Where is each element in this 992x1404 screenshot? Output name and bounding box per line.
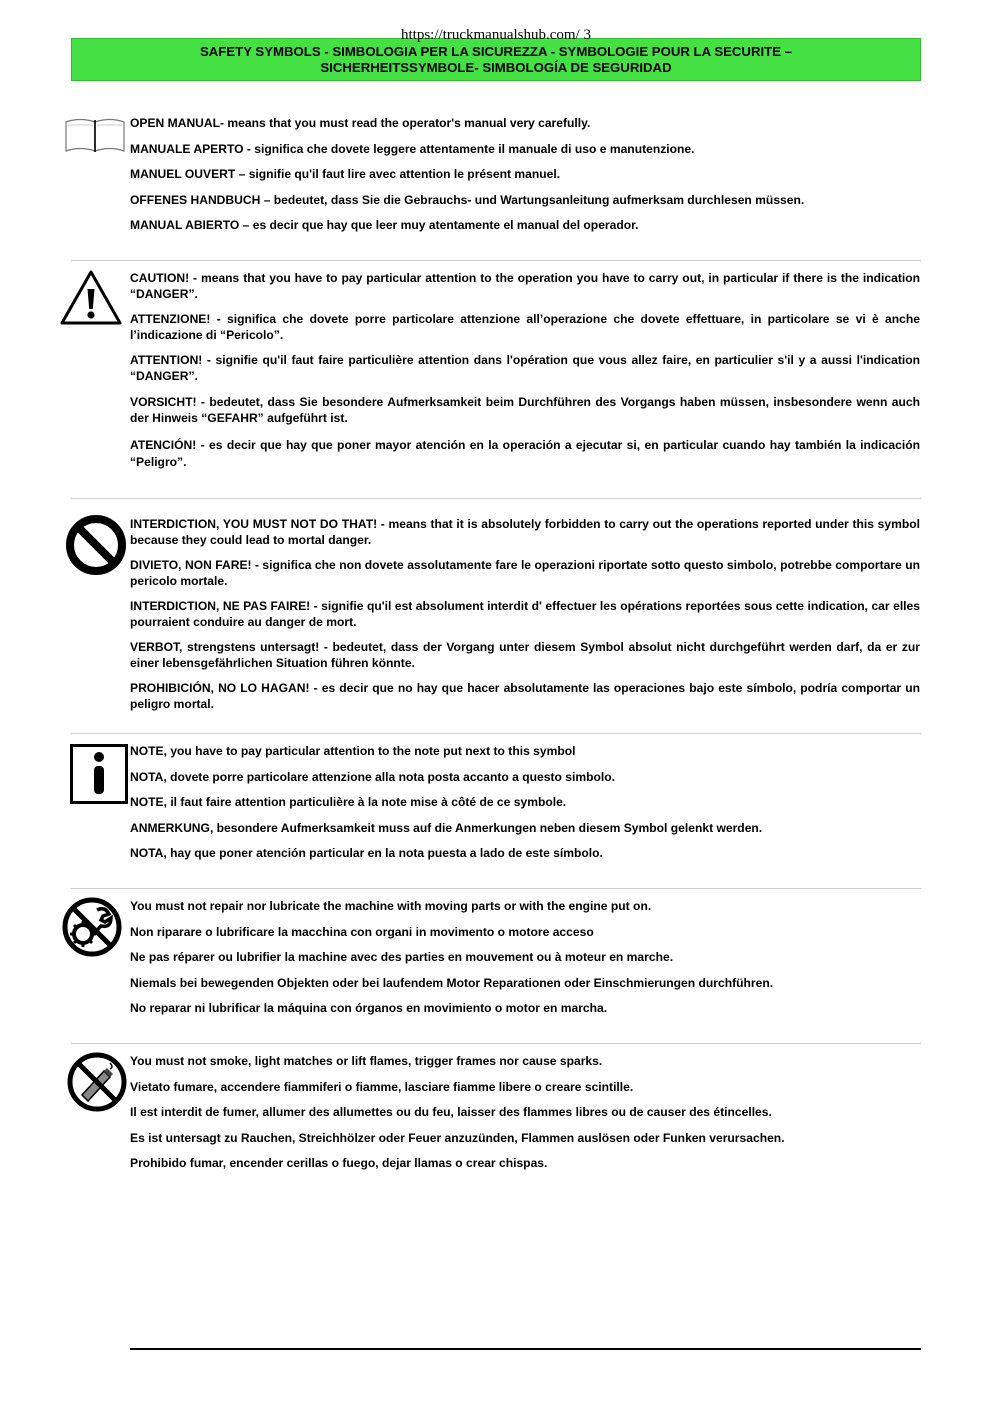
paragraph-fr: MANUEL OUVERT – signifie qu'il faut lire avec attention le présent manuel. <box>130 167 561 181</box>
paragraph-de: Es ist untersagt zu Rauchen, Streichhölzer oder Feuer anzuzünden, Flammen auslösen oder Funken verursachen. <box>130 1130 785 1145</box>
paragraph-es: NOTA, hay que poner atención particular en la nota puesta a lado de este símbolo. <box>130 846 603 860</box>
paragraph-it: DIVIETO, NON FARE! - significa che non dovete assolutamente fare le operazioni riportate sotto questo simbolo, potrebbe comportare un pericolo mortale. <box>130 558 920 588</box>
paragraph-fr: INTERDICTION, NE PAS FAIRE! - signifie qu'il est absolument interdit d' effectuer les opérations reportées sous cette indication, car elles pourraient conduire au danger de mort. <box>130 599 920 629</box>
paragraph-fr: Ne pas réparer ou lubrifier la machine avec des parties en mouvement ou à moteur en marche. <box>130 950 674 964</box>
section-divider <box>71 888 921 889</box>
paragraph-de: ANMERKUNG, besondere Aufmerksamkeit muss auf die Anmerkungen neben diesem Symbol gelenkt werden. <box>130 820 763 835</box>
paragraph-en: NOTE, you have to pay particular attention to the note put next to this symbol <box>130 744 576 758</box>
paragraph-it: Non riparare o lubrificare la macchina con organi in movimento o motore acceso <box>130 924 594 939</box>
paragraph-de: OFFENES HANDBUCH – bedeutet, dass Sie die Gebrauchs- und Wartungsanleitung aufmerksam durchlesen müssen. <box>130 192 805 207</box>
section-divider <box>71 1043 921 1044</box>
info-note-icon <box>70 744 128 804</box>
section-divider <box>71 498 921 499</box>
paragraph-en: CAUTION! - means that you have to pay particular attention to the operation you have to carry out, in particular if there is the indication “DANGER”. <box>130 271 920 301</box>
open-manual-icon <box>64 116 126 154</box>
paragraph-fr: Il est interdit de fumer, allumer des allumettes ou du feu, laisser des flammes libres ou de causer des étincelles. <box>130 1105 772 1119</box>
paragraph-en: INTERDICTION, YOU MUST NOT DO THAT! - means that it is absolutely forbidden to carry out the operations reported under this symbol because they could lead to mortal danger. <box>130 517 920 547</box>
section-divider <box>71 260 921 261</box>
no-smoking-icon <box>66 1051 128 1113</box>
paragraph-en: You must not smoke, light matches or lift flames, trigger frames nor cause sparks. <box>130 1054 603 1068</box>
page-title-banner <box>71 38 921 81</box>
paragraph-it: MANUALE APERTO - significa che dovete leggere attentamente il manuale di uso e manutenzione. <box>130 141 695 156</box>
section-divider <box>71 733 921 734</box>
title-line-2: SICHERHEITSSYMBOLE- SIMBOLOGÍA DE SEGURIDAD <box>320 60 672 75</box>
paragraph-es: Prohibido fumar, encender cerillas o fuego, dejar llamas o crear chispas. <box>130 1156 548 1170</box>
footer-rule <box>130 1348 921 1350</box>
paragraph-es: PROHIBICIÓN, NO LO HAGAN! - es decir que no hay que hacer absolutamente las operaciones bajo este símbolo, podría comportar un peligro mortal. <box>130 681 920 711</box>
paragraph-es: ATENCIÓN! - es decir que hay que poner mayor atención en la operación a ejecutar si, en particular cuando hay también la indicación “Peligro”. <box>130 438 920 469</box>
title-line-1: SAFETY SYMBOLS - SIMBOLOGIA PER LA SICUREZZA - SYMBOLOGIE POUR LA SECURITE – <box>199 44 792 59</box>
paragraph-es: No reparar ni lubrificar la máquina con órganos en movimiento o motor en marcha. <box>130 1001 608 1015</box>
watermark-url: https://truckmanualshub.com/ 3 <box>401 27 591 43</box>
paragraph-de: VORSICHT! - bedeutet, dass Sie besondere Aufmerksamkeit beim Durchführen des Vorgangs haben müssen, insbesondere wenn auch der Hinweis “GEFAHR” aufgeführt ist. <box>130 395 920 425</box>
paragraph-en: OPEN MANUAL- means that you must read the operator's manual very carefully. <box>130 116 591 130</box>
paragraph-de: VERBOT, strengstens untersagt! - bedeutet, dass der Vorgang unter diesem Symbol absolut nicht durchgeführt werden darf, da er zur einer lebensgefährlichen Situation führen könnte. <box>130 640 920 670</box>
paragraph-en: You must not repair nor lubricate the machine with moving parts or with the engine put on. <box>130 899 652 913</box>
prohibition-icon <box>65 514 127 576</box>
paragraph-es: MANUAL ABIERTO – es decir que hay que leer muy atentamente el manual del operador. <box>130 218 639 232</box>
paragraph-it: ATTENZIONE! - significa che dovete porre particolare attenzione all’operazione che dovete effettuare, in particolare se vi è anche l’indicazione di “Pericolo”. <box>130 312 920 342</box>
paragraph-fr: NOTE, il faut faire attention particulière à la note mise à côté de ce symbole. <box>130 795 567 809</box>
no-repair-moving-parts-icon <box>61 896 123 958</box>
warning-triangle-icon <box>59 269 123 327</box>
paragraph-it: Vietato fumare, accendere fiammiferi o fiamme, lasciare fiamme libere o creare scintille. <box>130 1079 634 1094</box>
paragraph-de: Niemals bei bewegenden Objekten oder bei laufendem Motor Reparationen oder Einschmierungen durchführen. <box>130 975 774 990</box>
paragraph-it: NOTA, dovete porre particolare attenzione alla nota posta accanto a questo simbolo. <box>130 769 615 784</box>
paragraph-fr: ATTENTION! - signifie qu'il faut faire particulière attention dans l'opération que vous allez faire, en particulier s'il y a aussi l'indication “DANGER”. <box>130 353 920 383</box>
